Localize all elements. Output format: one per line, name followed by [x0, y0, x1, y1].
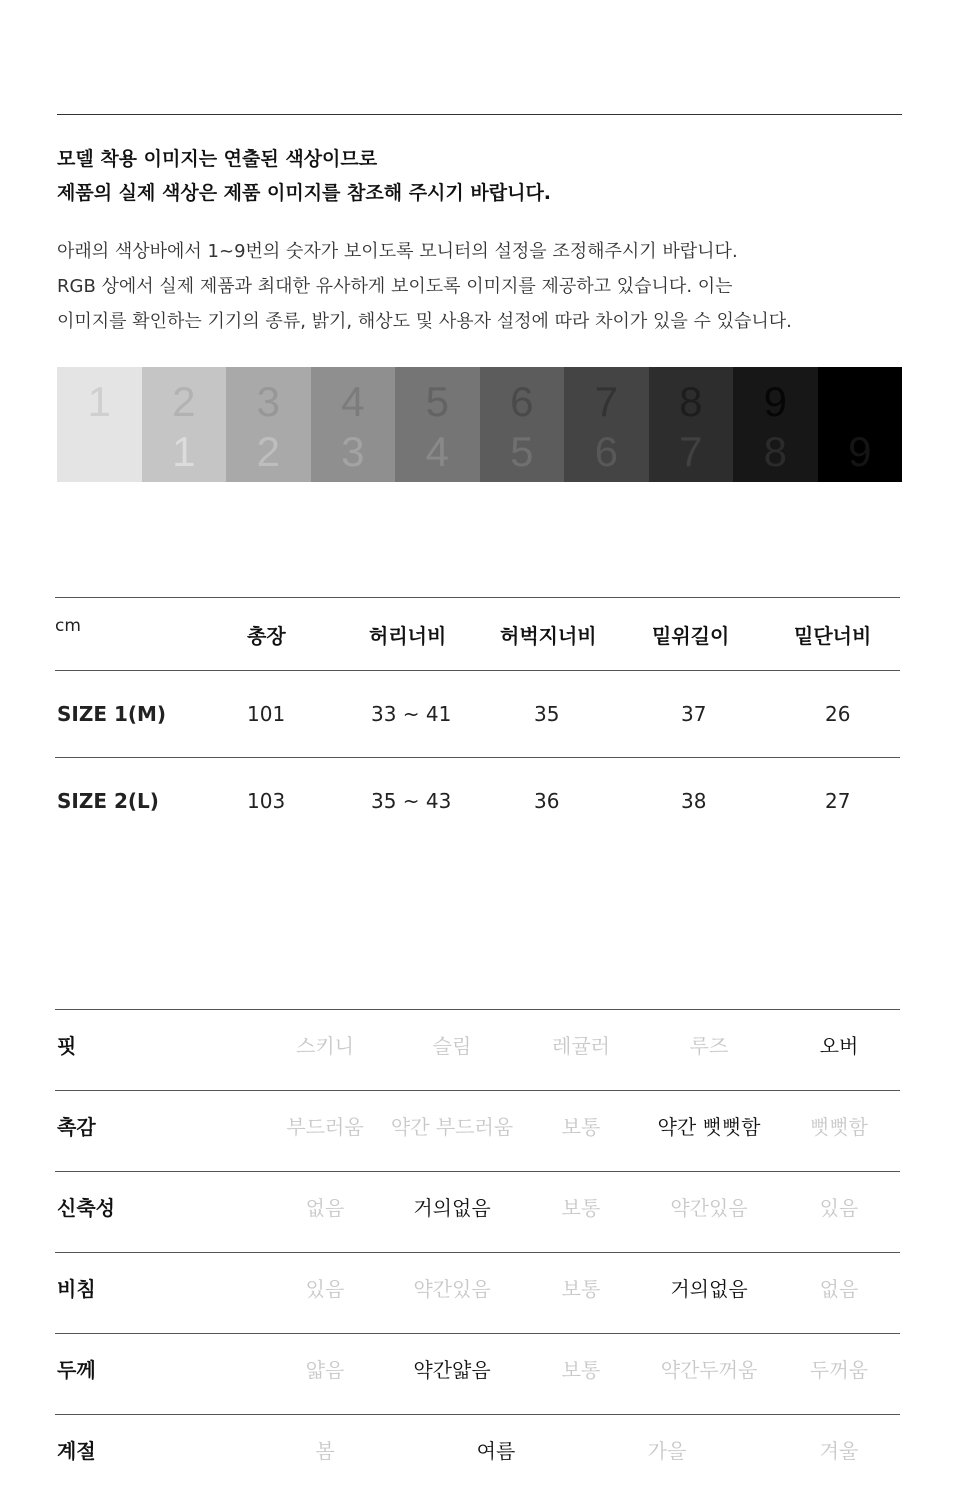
attribute-option: 없음 — [305, 1196, 345, 1220]
size-label: SIZE 2(L) — [57, 789, 159, 813]
attribute-row — [55, 1252, 900, 1333]
attribute-option: 봄 — [315, 1439, 335, 1463]
cell-thigh-width: 35 — [534, 702, 560, 726]
product-attribute-table — [55, 1009, 900, 1495]
attribute-option: 약간있음 — [670, 1196, 748, 1220]
attribute-option: 뻣뻣함 — [810, 1115, 868, 1139]
swatch-number: 7 — [679, 428, 703, 475]
table-row — [55, 757, 900, 844]
attribute-name: 두께 — [57, 1358, 96, 1382]
attribute-option-selected: 약간얇음 — [413, 1358, 491, 1382]
size-label: SIZE 1(M) — [57, 702, 167, 726]
attribute-option: 가을 — [647, 1439, 687, 1463]
color-notice — [57, 142, 917, 210]
attribute-option-selected: 오버 — [819, 1034, 859, 1058]
table-row — [55, 670, 900, 757]
attribute-name: 촉감 — [57, 1115, 96, 1139]
attribute-option: 약간 부드러움 — [390, 1115, 514, 1139]
swatch-number: 8 — [679, 378, 703, 425]
swatch-6 — [480, 367, 565, 482]
column-total-length: 총장 — [247, 624, 286, 648]
description-line-1: 아래의 색상바에서 1~9번의 숫자가 보이도록 모니터의 설정을 조정해주시기 바랍니다. — [57, 241, 738, 262]
swatch-number: 6 — [510, 378, 534, 425]
column-rise: 밑위길이 — [652, 624, 730, 648]
attribute-name: 신축성 — [57, 1196, 115, 1220]
size-table-header — [55, 597, 900, 670]
swatch-number: 1 — [172, 428, 196, 475]
cell-total-length: 103 — [247, 789, 286, 813]
swatch-number: 7 — [594, 378, 618, 425]
attribute-option: 보통 — [561, 1115, 601, 1139]
attribute-option-selected: 거의없음 — [670, 1277, 748, 1301]
cell-total-length: 101 — [247, 702, 286, 726]
cell-hem-width: 27 — [825, 789, 851, 813]
attribute-option-selected: 거의없음 — [413, 1196, 491, 1220]
cell-waist-width: 33 ~ 41 — [371, 702, 452, 726]
swatch-number: 6 — [594, 428, 618, 475]
column-waist-width: 허리너비 — [369, 624, 447, 648]
attribute-option: 없음 — [819, 1277, 859, 1301]
unit-label: cm — [55, 616, 81, 636]
attribute-name: 계절 — [57, 1439, 96, 1463]
swatch-9 — [733, 367, 818, 482]
swatch-7 — [564, 367, 649, 482]
swatch-number: 2 — [256, 428, 280, 475]
attribute-option: 부드러움 — [286, 1115, 364, 1139]
swatch-1 — [57, 367, 142, 482]
attribute-row — [55, 1414, 900, 1495]
swatch-number: 3 — [341, 428, 365, 475]
monitor-description — [57, 234, 917, 339]
attribute-option: 레귤러 — [552, 1034, 610, 1058]
attribute-option: 얇음 — [305, 1358, 345, 1382]
swatch-10 — [818, 367, 903, 482]
attribute-option: 스키니 — [296, 1034, 354, 1058]
swatch-2 — [142, 367, 227, 482]
color-notice-line-1: 모델 착용 이미지는 연출된 색상이므로 — [57, 148, 378, 170]
attribute-option: 있음 — [305, 1277, 345, 1301]
swatch-number: 1 — [87, 378, 111, 425]
cell-rise: 37 — [681, 702, 707, 726]
column-hem-width: 밑단너비 — [794, 624, 872, 648]
attribute-row — [55, 1090, 900, 1171]
grayscale-color-bar — [57, 367, 902, 482]
swatch-number: 3 — [256, 378, 280, 425]
cell-rise: 38 — [681, 789, 707, 813]
attribute-option: 보통 — [561, 1358, 601, 1382]
size-table — [55, 597, 900, 844]
swatch-number: 2 — [172, 378, 196, 425]
attribute-option: 약간두꺼움 — [660, 1358, 758, 1382]
cell-waist-width: 35 ~ 43 — [371, 789, 452, 813]
top-divider — [57, 114, 902, 115]
swatch-number: 4 — [341, 378, 365, 425]
swatch-number: 9 — [848, 428, 872, 475]
attribute-option: 겨울 — [819, 1439, 859, 1463]
swatch-8 — [649, 367, 734, 482]
attribute-option: 슬림 — [432, 1034, 472, 1058]
attribute-row — [55, 1009, 900, 1090]
attribute-name: 비침 — [57, 1277, 96, 1301]
swatch-number: 5 — [425, 378, 449, 425]
attribute-option: 있음 — [819, 1196, 859, 1220]
attribute-name: 핏 — [57, 1034, 77, 1058]
swatch-5 — [395, 367, 480, 482]
column-thigh-width: 허벅지너비 — [500, 624, 597, 648]
swatch-number: 9 — [763, 378, 787, 425]
attribute-option: 보통 — [561, 1196, 601, 1220]
attribute-option-selected: 약간 뻣뻣함 — [657, 1115, 761, 1139]
attribute-option-selected: 여름 — [476, 1439, 516, 1463]
cell-thigh-width: 36 — [534, 789, 560, 813]
attribute-row — [55, 1333, 900, 1414]
color-notice-line-2: 제품의 실제 색상은 제품 이미지를 참조해 주시기 바랍니다. — [57, 182, 552, 204]
cell-hem-width: 26 — [825, 702, 851, 726]
description-line-2: RGB 상에서 실제 제품과 최대한 유사하게 보이도록 이미지를 제공하고 있습니다. 이는 — [57, 276, 733, 297]
swatch-number: 4 — [425, 428, 449, 475]
swatch-3 — [226, 367, 311, 482]
swatch-4 — [311, 367, 396, 482]
attribute-option: 루즈 — [689, 1034, 729, 1058]
swatch-number: 5 — [510, 428, 534, 475]
attribute-row — [55, 1171, 900, 1252]
description-line-3: 이미지를 확인하는 기기의 종류, 밝기, 해상도 및 사용자 설정에 따라 차이가 있을 수 있습니다. — [57, 311, 792, 332]
attribute-option: 약간있음 — [413, 1277, 491, 1301]
attribute-option: 두꺼움 — [810, 1358, 868, 1382]
swatch-number: 8 — [763, 428, 787, 475]
attribute-option: 보통 — [561, 1277, 601, 1301]
